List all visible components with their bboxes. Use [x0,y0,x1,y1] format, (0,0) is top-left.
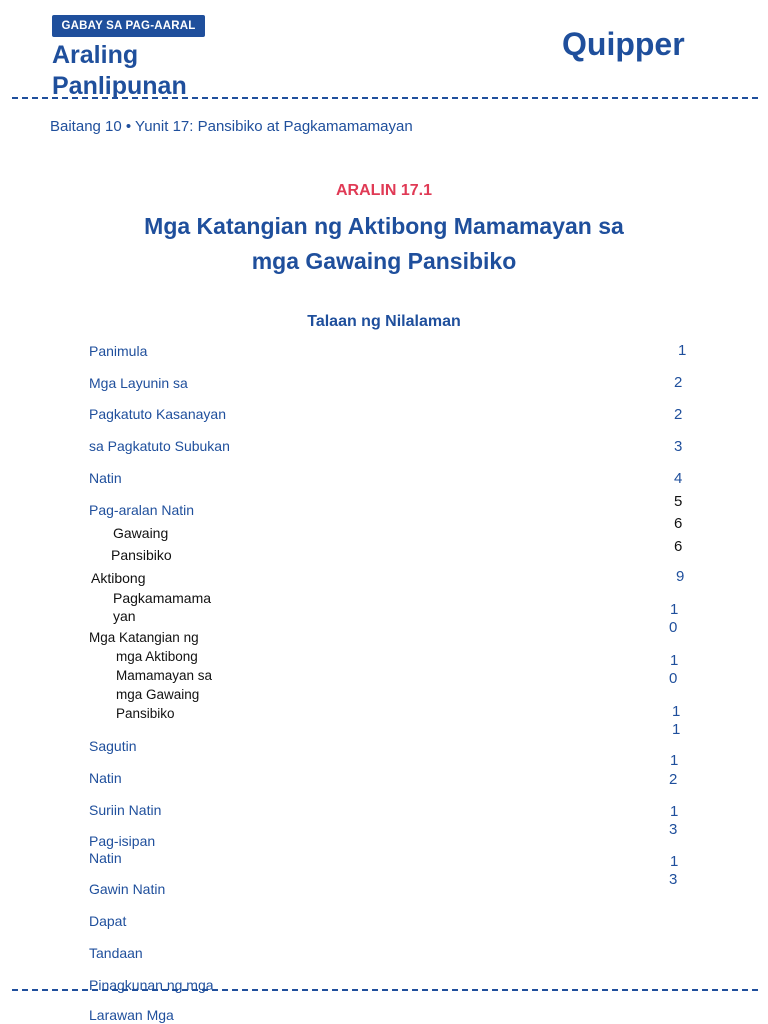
toc-subentry[interactable]: yan [113,608,136,624]
toc-page-number: 3 [669,821,678,838]
toc-page-number: 1 [672,703,681,720]
toc-entry[interactable]: Natin [89,850,122,866]
toc-page-number: 1 [678,342,687,359]
lesson-title-line1: Mga Katangian ng Aktibong Mamamayan sa [144,213,624,239]
toc-entry[interactable]: Natin [89,770,122,786]
toc-page-number: 2 [674,374,683,391]
toc-entry[interactable]: Dapat [89,913,127,929]
toc-page-number: 4 [674,470,683,487]
toc-entry[interactable]: Tandaan [89,945,143,961]
toc-page-number: 6 [674,538,683,555]
toc-entry[interactable]: Panimula [89,343,148,359]
lesson-title-line2: mga Gawaing Pansibiko [251,248,517,274]
toc-page-number: 1 [672,721,681,738]
toc-entry[interactable]: Pagkatuto Kasanayan [89,406,226,422]
toc-entry[interactable]: Natin [89,470,122,486]
toc-page-number: 6 [674,515,683,532]
toc-page-number: 2 [674,406,683,423]
toc-entry[interactable]: Gawin Natin [89,881,166,897]
toc-subentry[interactable]: Gawaing [113,525,169,541]
toc-subentry[interactable]: Aktibong [91,570,146,586]
toc-entry[interactable]: Pag-aralan Natin [89,502,195,518]
guide-badge: GABAY SA PAG-AARAL [52,15,205,37]
lesson-label: ARALIN 17.1 [335,182,433,199]
toc-page-number: 1 [670,853,679,870]
toc-subentry[interactable]: mga Gawaing [116,687,200,702]
toc-page-number: 1 [670,752,679,769]
toc-entry[interactable]: Suriin Natin [89,802,162,818]
toc-subentry[interactable]: Mga Katangian ng [89,630,199,645]
toc-subentry[interactable]: mga Aktibong [116,649,198,664]
toc-subentry[interactable]: Pansibiko [111,547,172,563]
toc-page-number: 1 [670,803,679,820]
subject-title-line1: Araling [52,41,139,69]
header-divider [12,97,758,99]
toc-page-number: 5 [674,493,683,510]
toc-subentry[interactable]: Mamamayan sa [116,668,213,683]
toc-page-number: 0 [669,619,678,636]
toc-page-number: 3 [669,871,678,888]
toc-subentry[interactable]: Pansibiko [116,706,175,721]
toc-entry[interactable]: Mga Layunin sa [89,375,188,391]
grade-unit-line: Baitang 10 • Yunit 17: Pansibiko at Pagkamamamayan [50,118,413,135]
toc-entry[interactable]: Larawan Mga [89,1007,174,1023]
toc-page-number: 1 [670,601,679,618]
toc-page-number: 1 [670,652,679,669]
toc-page-number: 0 [669,670,678,687]
toc-entry[interactable]: Pinagkunan ng mga [89,977,214,993]
toc-page-number: 9 [676,568,685,585]
toc-entry[interactable]: sa Pagkatuto Subukan [89,438,230,454]
toc-page-number: 3 [674,438,683,455]
footer-divider [12,989,758,991]
toc-page-number: 2 [669,771,678,788]
toc-heading: Talaan ng Nilalaman [307,313,461,330]
toc-entry[interactable]: Pag-isipan [89,833,156,849]
toc-entry[interactable]: Sagutin [89,738,137,754]
quipper-logo: Quipper [562,26,685,62]
subject-title-line2: Panlipunan [52,72,187,100]
toc-subentry[interactable]: Pagkamamama [113,590,212,606]
